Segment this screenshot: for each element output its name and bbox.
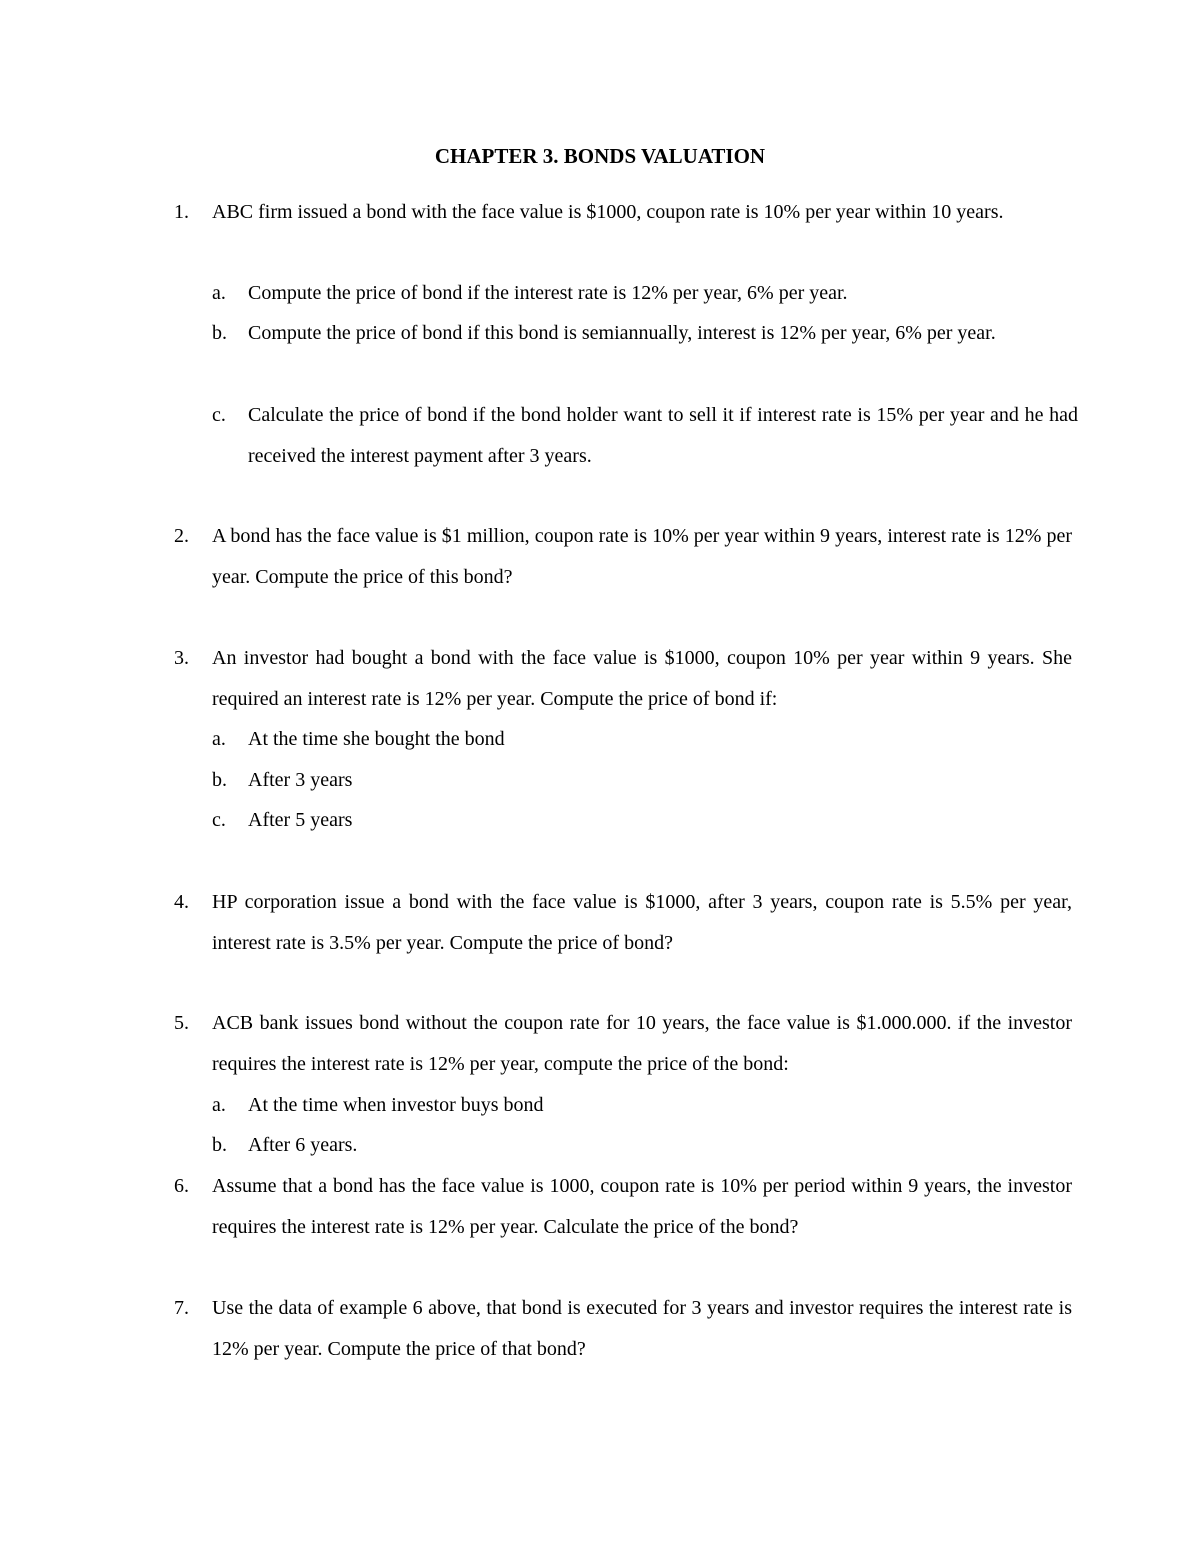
question-1-part-b: [212, 313, 1078, 354]
part-letter: a.: [212, 282, 226, 304]
question-text: An investor had bought a bond with the face value is $1000, coupon 10% per year within 9 years. She required an interest rate is 12% per year. Compute the price of bond if:: [212, 647, 1072, 710]
question-7: [174, 1288, 1072, 1369]
question-number: 6.: [174, 1175, 189, 1197]
part-letter: a.: [212, 1094, 226, 1116]
part-text: Compute the price of bond if this bond is semiannually, interest is 12% per year, 6% per year.: [248, 322, 996, 344]
question-1-part-c: [212, 395, 1078, 476]
question-number: 5.: [174, 1012, 189, 1034]
part-text: After 3 years: [248, 769, 353, 791]
question-1-part-a: [212, 273, 1078, 314]
question-5-part-a: [212, 1085, 1078, 1126]
part-text: After 5 years: [248, 809, 353, 831]
part-letter: a.: [212, 728, 226, 750]
question-6: [174, 1166, 1072, 1247]
question-text: ABC firm issued a bond with the face value is $1000, coupon rate is 10% per year within 10 years.: [212, 201, 1004, 223]
part-text: At the time she bought the bond: [248, 728, 505, 750]
question-number: 7.: [174, 1297, 189, 1319]
question-3-part-b: [212, 760, 1078, 801]
question-number: 3.: [174, 647, 189, 669]
question-text: Assume that a bond has the face value is 1000, coupon rate is 10% per period within 9 years, the investor requires the interest rate is 12% per year. Calculate the price of the bond?: [212, 1175, 1072, 1238]
question-text: Use the data of example 6 above, that bond is executed for 3 years and investor requires the interest rate is 12% per year. Compute the price of that bond?: [212, 1297, 1072, 1360]
part-letter: b.: [212, 322, 227, 344]
question-3-part-c: [212, 800, 1078, 841]
part-text: At the time when investor buys bond: [248, 1094, 544, 1116]
part-letter: b.: [212, 769, 227, 791]
question-3: [174, 638, 1072, 719]
part-text: After 6 years.: [248, 1134, 358, 1156]
page-title: CHAPTER 3. BONDS VALUATION: [434, 144, 766, 168]
part-letter: c.: [212, 809, 226, 831]
question-text: ACB bank issues bond without the coupon rate for 10 years, the face value is $1.000.000. if the investor requires the interest rate is 12% per year, compute the price of the bond:: [212, 1012, 1072, 1075]
question-2: [174, 516, 1072, 597]
question-5: [174, 1003, 1072, 1084]
question-number: 2.: [174, 525, 189, 547]
part-letter: b.: [212, 1134, 227, 1156]
part-text: Calculate the price of bond if the bond holder want to sell it if interest rate is 15% per year and he had received the interest payment after 3 years.: [248, 404, 1078, 467]
part-letter: c.: [212, 404, 226, 426]
question-text: HP corporation issue a bond with the face value is $1000, after 3 years, coupon rate is 5.5% per year, interest rate is 3.5% per year. Compute the price of bond?: [212, 891, 1072, 954]
question-number: 1.: [174, 201, 189, 223]
part-text: Compute the price of bond if the interest rate is 12% per year, 6% per year.: [248, 282, 848, 304]
question-5-part-b: [212, 1125, 1078, 1166]
question-text: A bond has the face value is $1 million, coupon rate is 10% per year within 9 years, interest rate is 12% per year. Compute the price of this bond?: [212, 525, 1072, 588]
question-number: 4.: [174, 891, 189, 913]
question-3-part-a: [212, 719, 1078, 760]
question-1: [174, 192, 1072, 233]
question-4: [174, 882, 1072, 963]
